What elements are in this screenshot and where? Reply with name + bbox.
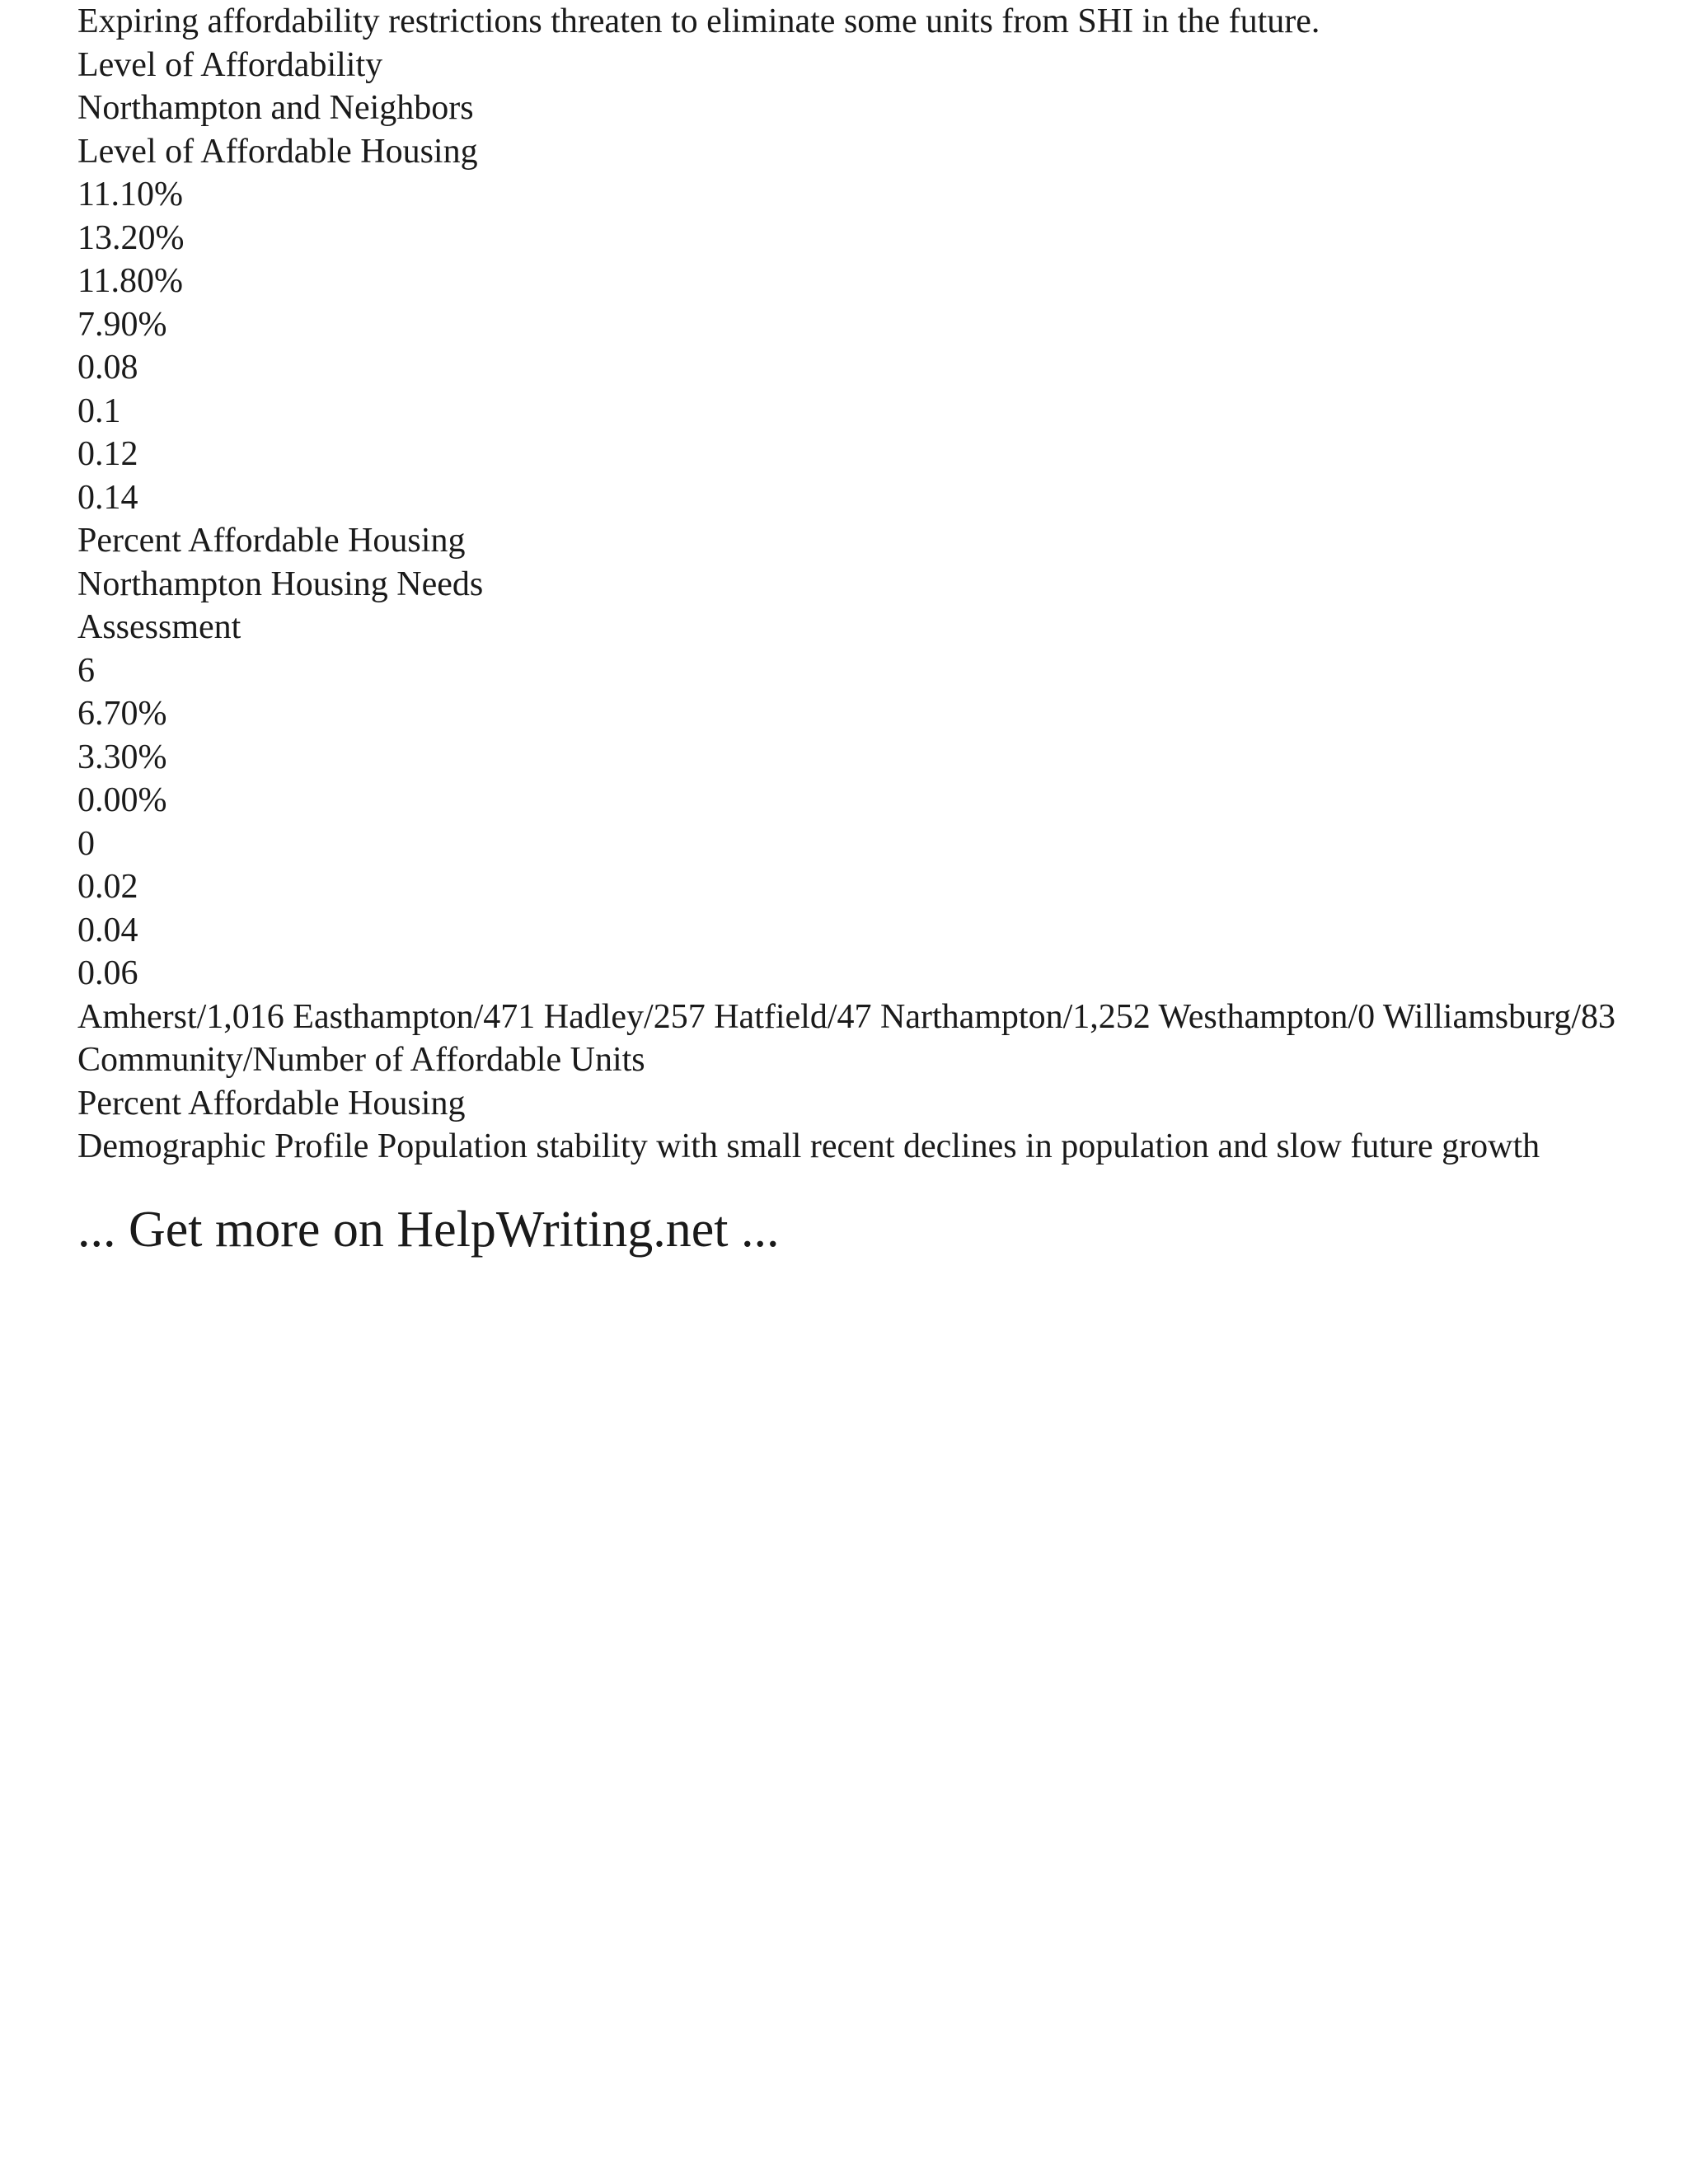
text-line-level-of-affordability: Level of Affordability xyxy=(77,45,383,84)
text-line-axis-label: Percent Affordable Housing xyxy=(77,1084,466,1122)
text-line-demographic-profile: Demographic Profile Population stability with small recent declines in population and slow future growth xyxy=(77,1127,1540,1165)
document-page xyxy=(77,0,1627,1259)
text-line-source: Assessment xyxy=(77,608,241,646)
text-line-value: 6 xyxy=(77,651,95,690)
text-line-level-affordable-housing: Level of Affordable Housing xyxy=(77,132,478,171)
text-line-axis-tick: 0.02 xyxy=(77,868,138,906)
text-line-communities: Amherst/1,016 Easthampton/471 Hadley/257 Hatfield/47 Narthampton/1,252 Westhampton/0 Williamsburg/83 xyxy=(77,997,1616,1036)
text-line-expiring: Expiring affordability restrictions threaten to eliminate some units from SHI in the future. xyxy=(77,2,1320,40)
text-line-axis-tick: 0.04 xyxy=(77,911,138,949)
text-line-value: 11.10% xyxy=(77,176,183,213)
text-line-axis-tick: 0.14 xyxy=(77,478,138,517)
text-line-axis-tick: 0.1 xyxy=(77,391,121,430)
text-line-value: 3.30% xyxy=(77,738,167,776)
text-line-northampton-neighbors: Northampton and Neighbors xyxy=(77,89,474,127)
text-line-axis-tick: 0.08 xyxy=(77,349,138,387)
text-line-value: 13.20% xyxy=(77,218,185,257)
text-line-value: 7.90% xyxy=(77,305,167,344)
text-line-axis-tick: 0.06 xyxy=(77,954,138,992)
text-line-value: 11.80% xyxy=(77,262,183,300)
text-line-source: Northampton Housing Needs xyxy=(77,565,484,603)
text-line-value: 6.70% xyxy=(77,695,167,733)
get-more-link[interactable]: ... Get more on HelpWriting.net ... xyxy=(77,1201,780,1258)
text-line-axis-tick: 0.12 xyxy=(77,435,138,473)
text-line-value: 0.00% xyxy=(77,781,167,819)
text-line-axis-tick: 0 xyxy=(77,824,95,863)
text-line-axis-label: Community/Number of Affordable Units xyxy=(77,1041,645,1079)
text-line-axis-label: Percent Affordable Housing xyxy=(77,522,466,560)
